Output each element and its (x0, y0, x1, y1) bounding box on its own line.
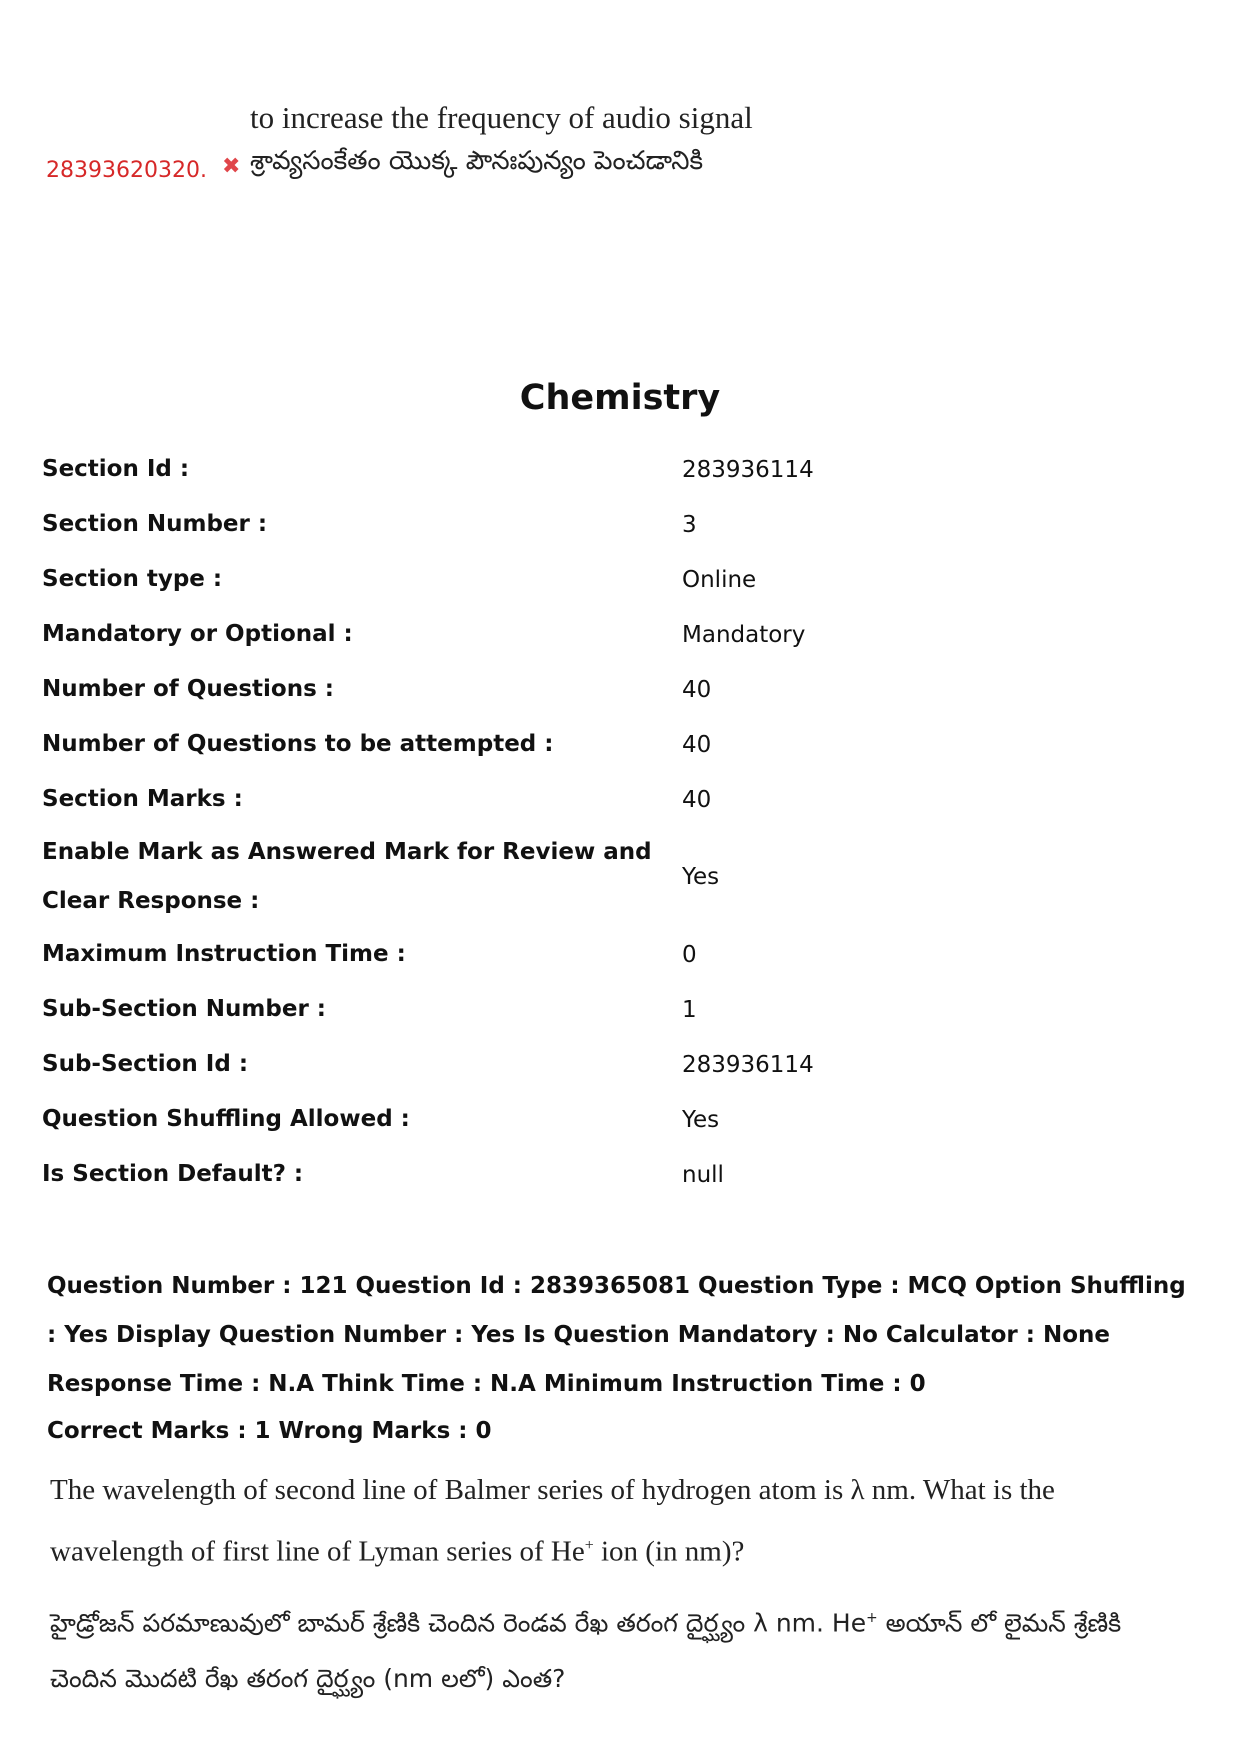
cross-icon: ✖ (222, 154, 241, 179)
info-label: Enable Mark as Answered Mark for Review and Clear Response : (42, 839, 652, 914)
info-row (42, 442, 1202, 497)
info-value: 0 (682, 941, 697, 968)
question-text-en (50, 1462, 1150, 1580)
info-value: 40 (682, 676, 712, 703)
section-title: Chemistry (519, 378, 721, 418)
question-text-en-part2: ion (in nm)? (593, 1535, 745, 1568)
info-label: Number of Questions to be attempted : (42, 731, 554, 757)
question-text-te-part2: అయాన్ లో లైమన్ శ్రేణికి చెందిన మొదటి రేఖ తరంగ దైర్ఘ్యం (nm లలో) ఎంత? (50, 1608, 1122, 1694)
info-value: null (682, 1161, 724, 1188)
info-label: Section type : (42, 566, 223, 592)
info-value: Mandatory (682, 621, 806, 648)
info-row (42, 1092, 1202, 1147)
info-value: Online (682, 566, 757, 593)
info-row (42, 772, 1202, 827)
question-text-te-part1: హైడ్రోజన్ పరమాణువులో బామర్ శ్రేణికి చెందిన రెండవ రేఖ తరంగ దైర్ఘ్యం λ nm. He (50, 1608, 867, 1638)
ion-charge: + (584, 1537, 594, 1554)
info-label: Is Section Default? : (42, 1161, 304, 1187)
info-value: 283936114 (682, 1051, 814, 1078)
info-label: Section Id : (42, 456, 190, 482)
option-text-en: to increase the frequency of audio signal (250, 100, 753, 135)
info-value: 40 (682, 731, 712, 758)
info-row (42, 552, 1202, 607)
info-label: Question Shuffling Allowed : (42, 1106, 410, 1132)
info-value: 3 (682, 511, 697, 538)
info-label: Section Marks : (42, 786, 243, 812)
info-label: Maximum Instruction Time : (42, 941, 406, 967)
info-value: Yes (682, 864, 720, 890)
info-row (42, 827, 1202, 927)
info-label: Number of Questions : (42, 676, 334, 702)
info-label: Mandatory or Optional : (42, 621, 353, 647)
info-value: Yes (682, 1106, 720, 1133)
info-row (42, 982, 1202, 1037)
question-text-en-part1: The wavelength of second line of Balmer series of hydrogen atom is λ nm. What is the wavelength of first line of Lyman series of He (50, 1474, 1055, 1568)
info-value: 283936114 (682, 456, 814, 483)
info-row (42, 1037, 1202, 1092)
option-id: 28393620320. (46, 158, 207, 183)
info-row (42, 607, 1202, 662)
question-meta: Question Number : 121 Question Id : 2839365081 Question Type : MCQ Option Shuffling : Yes Display Question Number : Yes Is Question Mandatory : No Calculator : None Response Time : N.A Think Time : N.A Minimum Instruction Time : 0 (47, 1273, 1186, 1397)
info-row (42, 717, 1202, 772)
info-label: Section Number : (42, 511, 268, 537)
info-row (42, 1147, 1202, 1202)
info-row (42, 927, 1202, 982)
info-label: Sub-Section Number : (42, 996, 327, 1022)
info-value: 40 (682, 786, 712, 813)
info-value: 1 (682, 996, 697, 1023)
ion-charge: + (866, 1610, 878, 1626)
info-label: Sub-Section Id : (42, 1051, 249, 1077)
question-text-te (50, 1590, 1150, 1707)
option-text-te: శ్రావ్యసంకేతం యొక్క పౌనఃపున్యం పెంచడానికి (250, 146, 704, 176)
section-info-table (42, 442, 1202, 1202)
info-row (42, 662, 1202, 717)
info-row (42, 497, 1202, 552)
question-marks: Correct Marks : 1 Wrong Marks : 0 (47, 1418, 492, 1444)
